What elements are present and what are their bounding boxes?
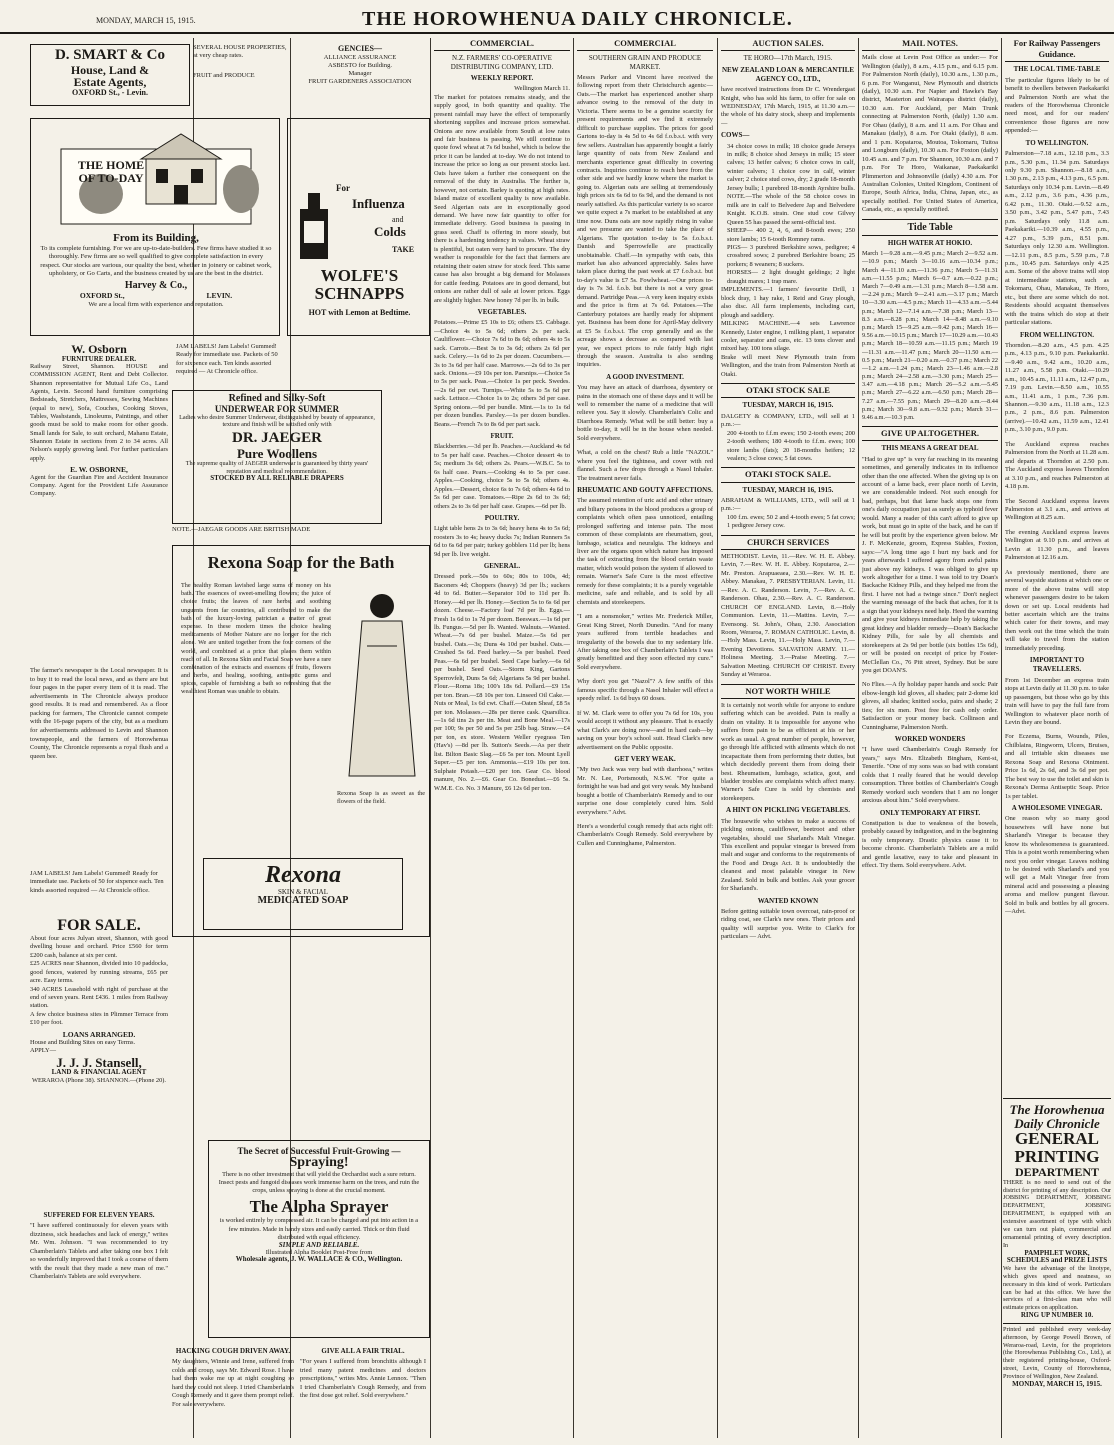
osborn-ad [30, 343, 168, 665]
rexona-medicated: MEDICATED SOAP [257, 895, 349, 907]
masthead [0, 0, 1114, 34]
wolfe-hot: HOT with Lemon at Bedtime. [308, 308, 411, 317]
smart-fruit: FRUIT and PRODUCE [193, 71, 255, 79]
smart-agencies-head: GENCIES— [337, 44, 382, 53]
auckland-express: The Auckland express reaches Palmerston from the North at 11.28 a.m. and departs at Thorndon at 2.50 p.m. The Auckland express leaves Thorndon at 3.10 p.m., and reaches Palmerston at 4.18 p.m. [1005, 440, 1109, 491]
worked-head: WORKED WONDERS [894, 735, 966, 744]
travellers-head: IMPORTANT TO TRAVELLERS. [1029, 656, 1085, 674]
labels-text: JAM LABELS! Jam Labels! Gummed! Ready for immediate use. Packets of 50 for sixpence each. Ten kinds assorted required — At Chronicle office. [176, 343, 278, 375]
sheep-list: SHEEP— 400 2, 4, 6, and 8-tooth ewes; 250 store lambs; 15 6-tooth Romney rams. [727, 227, 855, 243]
printing-intro: THERE is no need to send out of the district for printing of any description. Our JOBBING DEPARTMENT, JOBBING DEPARTMENT, JOBBING DEPARTMENT, is equipped with an extensive assortment of type with which we can turn out plain, commercial and ornamental printing of every description. In [1003, 1178, 1111, 1250]
cough-remedy-body: Here's a wonderful cough remedy that acts right off: Chamberlain's Cough Remedy. Sold everywhere by Cullen and Cunninghame, Palmerston. [577, 822, 713, 847]
mail-column [862, 38, 998, 1438]
alpha-sprayer-ad [208, 1140, 430, 1338]
rexona-caption: Rexona Soap is as sweet as the flowers of the field. [337, 790, 425, 806]
newspaper-text: The farmer's newspaper is the Local newspaper. It is to buy it to read the local news, and as there are but four pages in the paper every item of it is read. The advertisements in The Chronicle always produce good results. It is read and remembered. As a floor packing for farmers, The Chronicle cannot compete with the 16-page papers of the city, but as a medium for advertisements addressed to Levin and Shannon townspeople, and the farmers of Horowhenua County, The Chronicle represents a royal flush and a queen bee. [30, 667, 168, 760]
jaeger-body: The supreme quality of JAEGER underwear is guaranteed by thirty years' reputation and medical recommendation. [185, 460, 369, 475]
printing-ring: RING UP NUMBER 10. [1020, 1311, 1094, 1320]
weak-body: "My two Jack was very bad with diarrhoea," writes Mr. N. Lee, Portsmouth, N.S.W. "For quite a fortnight he was bad and got very weak. My husband bought a bottle of Chamberlain's Remedy and to our surprise one dose completely cured him. Sold everywhere." Advt. [577, 766, 713, 816]
tide-head: Tide Table [862, 219, 998, 236]
suffered-head: SUFFERED FOR ELEVEN YEARS. [43, 1211, 155, 1219]
church-head: CHURCH SERVICES [721, 535, 855, 550]
railway-intro: The particular figures likely to be of benefit to dwellers between Paekakariki and Palmerston North are what the readers of the Horowhenua Chronicle need most, and for our readers' convenience those figures are now appended:— [1005, 76, 1109, 135]
commercial2-sub: SOUTHERN GRAIN AND PRODUCE MARKET. [588, 54, 702, 71]
weekly-report-body: The market for potatoes remains steady, and the supply good, in both quantity and quality. The present rainfall may have the effect of temporarily shortening supplies and increase prices somewhat. Onions are now available from South at low rates and fair business is passing. We still continue to quote fowl wheat at 7s 6d bushel, which is below the price it can be landed at to-day. We do not intend to increase the price so long as our present stocks last. Oats have taken a further rise consequent on the removal of the duty in Australia. The further is, however, not certain. Barley is quoting at high rates. Island maize of excellent quality is now available. Seed Algerian oats are in exceptionally good demand. We have now fair quantity to offer for immediate delivery. Good business is passing in grass seed. Chaff is offering in more steady, but there is a hardening tendency in values. Wheat straw is plentiful, but oaten very hard to procure. The dry weather is responsible for the fact that farmers are retaining their oaten straw for stock feed. This same cause has also brought a big demand for Molasses for cattle feeding. Potatoes are in good demand, but onions are rather dull of sale at lower prices. Eggs are slightly higher. New honey 7d per lb. in bulk. [434, 93, 570, 304]
schnapps-bottle-icon [294, 191, 334, 261]
harvey-town: LEVIN. [206, 291, 233, 301]
give-up-head: GIVE UP ALTOGETHER. [862, 426, 998, 441]
wolfe-ad [287, 118, 430, 336]
printing-body2: We have the advantage of the linotype, which gives speed and neatness, so necessary in this kind of work. Particulars can be had at this office. We have the services of a first-class man who will estimate prices on application. [1003, 1264, 1111, 1312]
cough-ad [172, 1344, 294, 1436]
vinegar-body: One reason why so many good housewives will have none but Sharland's Vinegar is because they know its wholesomeness is guaranteed. This is a point worth remembering when next you order vinegar. Leaves nothing to be desired with Sharland's and you will get a Malt Vinegar free from mineral acid and possessing a pleasing aroma and mellow pungent flavour. Sold in bulk and bottles by all grocers.—Advt. [1005, 815, 1109, 916]
pigs-list: PIGS— 3 purebred Berkshire sows, pedigree; 4 crossbred sows; 2 purebred Berkshire boars; 25 porkers; 8 weaners; 8 suckers. [727, 244, 855, 268]
printing-ad [1003, 1098, 1111, 1441]
for-sale-phones: WERAROA (Phone 38). SHANNON.—(Phone 20). [31, 1076, 167, 1084]
for-sale-sites: House and Building Sites on easy Terms. [30, 1038, 136, 1046]
vinegar-head: A WHOLESOME VINEGAR. [1011, 804, 1103, 813]
wolfe-for: For [336, 183, 350, 193]
wolfe-influenza: Influenza [352, 196, 405, 211]
implements-text: IMPLEMENTS.—1 farmers' favourite Drill, 1 block dray, 1 hay rake, 1 Reid and Gray plough, also disc. All farm implements, including cart, plough and saddlery. [721, 286, 855, 319]
nonsmoker-body: "I am a nonsmoker," writes Mr. Frederick Miller, Great King Street, North Dunedin. "And for many years suffered from terrible headaches and irregularity of the bowels due to my sedentary life. After taking one box of Chamberlain's Tablets I was greatly benefitted and they soon effected my cure." Sold everywhere. [577, 613, 713, 671]
for-sale-loans: LOANS ARRANGED. [62, 1029, 136, 1039]
for-sale-apply: APPLY— [30, 1047, 56, 1055]
general-body: Dressed pork.—50s to 60s; 80s to 100s, 4d; Baconers 4d; Choppers (heavy) 3d per lb.; suckers 4d to 6d. Butter.—Separator 10d to 11d per lb. Honey.—4d per lb. Honey.—Section 5s to 6s 6d per dozen. Cheese.—Factory loaf 7d per lb. Eggs.—Fresh 1s 6d to 1s 7d per dozen. Beeswax.—1s 6d per lb. Fungus.—5d per lb. Wanted. Walnuts.—Wanted. Wheat.—7s 6d per bushel. Maize.—5s 6d per bushel. Oats.—3s; Duns 4s 10d per bushel. Oats.—Crushed 5s 6d. Feed barley.—5s per bushel. Feed Peas.—6s 6d per bushel. Seed Cape barley.—6s 6d per bushel. Seed Oats.—Storm King, Gartons Sperrovfelt, Duns 5s 6d; Algerians 5s 9d per bushel. Flour.—Roma 18s; 100's 18s 6d. Pollard.—£9 15s per ton. Bran.—£8 10s per ton. Linseed Oil Cake.—Nuts or Meal, 1s 6d cwt. Chaff.—Oaten Sheaf, £8 5s per ton. Molasses.—28s per tieree cask. Quarsilica.—1s 6d tins 2s per tin. Meat and Bone Meal.—17s per 100; 9s per 50 and 5s per 25lb bag. Straw.—£4 per ton, ex store. Western Weller ryegrass Ten (Hav's) —8d per lb. Sutton's Seeds.—As per their list. Bilton Basic Slag.—£6 5s per ton. Mount Lyell Super.—£5 per ton. Ammonia.—£19 10s per ton. Sulphate Potash.—£20 per ton. Gear Co. blood manure, No. 2.—£6. Gear Co. Bonedust.—£6 5s. W.M.E. Co. No. 3 Manure, £6 12s 6d per ton. [434, 573, 570, 792]
cough-head: HACKING COUGH DRIVEN AWAY. [175, 1347, 291, 1355]
give-up-body: "Had to give up" is very far reaching in its meaning sometimes, and generally indicates in its influence other than the one affected. When the giving up is on account of a lame back, ever place north of Levin, we are considerable indeed. Not such enough for bad, perhaps, but that lame back stops one from one's daily occupation just as surely as typhoid fever would. Many a reader of this can't afford to give up work, but must go in spite of the back, and he can if he will but profit by the experience given below. Mr J. F. McKenzie, groom, Express Stables, Foxton, says:—"A long time ago I hurt my back and for years afterwards I suffered agony from awful pains just above my kidneys. I was obliged to give up work altogether for a time. I was told to try Doan's Backache Kidney Pills, and they helped me from the first. I have not had a twinge since." Don't neglect the warning message of the back that aches, for it is a sign that your kidneys need help. Heed the warning and give your kidneys immediate help by taking the great kidney and bladder remedy—Doan's Backache Kidney Pills, for sale by all chemists and storekeepers at 2s 9d per bottle (six bottles 15s 6d), or will be posted on receipt of price by Foster-McClellan Co., 76 Pitt street, Sydney. But be sure you get DOAN'S. [862, 455, 998, 674]
rexona-ad [172, 545, 430, 937]
for-sale-agent-sub: LAND & FINANCIAL AGENT [51, 1068, 147, 1077]
tide-sub: HIGH WATER AT HOKIO. [887, 239, 973, 248]
poultry-head: POULTRY. [484, 514, 520, 522]
weekly-report-head: WEEKLY REPORT. [470, 74, 534, 82]
for-sale-title: FOR SALE. [57, 918, 141, 934]
poultry-body: Light table hens 2s to 3s 6d; heavy hens 4s to 5s 6d; roosters 3s to 4s; heavy ducks 7s; Indian Runners 5s 6d to 6s 6d per pair; turkey gobblers 11d per lb; hens 9d per lb. live weight. [434, 525, 570, 558]
bathing-woman-illustration [337, 586, 427, 786]
fair-body: "For years I suffered from bronchitis although I tried many patent medicines and doctors prescriptions," writes Mrs. Annie Lennox. "Then I tried Chamberlain's Cough Remedy, and from the first dose got relief. Sold everywhere." [300, 1358, 426, 1400]
for-sale-shops: A few choice business sites in Plimmer Terrace from £10 per foot. [30, 1010, 168, 1027]
column-rule [858, 38, 859, 1438]
for-sale-agent: J. J. J. Stansell, [56, 1054, 142, 1070]
smart-fruit-growers: FRUIT GARDENERS ASSOCIATION [308, 78, 412, 86]
railway-head: For Railway Passengers Guidance. [1005, 38, 1109, 62]
jaeger-product: Pure Woollens [236, 445, 318, 461]
auction-sub: TE HORO—17th March, 1915. [743, 54, 833, 63]
for-sale-body: About four acres Julyan street, Shannon, with good dwelling house and orchard. Price £560 for term £200 cash, balance at six per cent. [30, 934, 168, 959]
commercial-head: COMMERCIAL. [434, 38, 570, 51]
osborn-agent-name: E. W. OSBORNE, [70, 464, 128, 474]
commercial-sub: N.Z. FARMERS' CO-OPERATIVE DISTRIBUTING COMPANY, LTD. [450, 54, 554, 71]
vegetables-body: Potatoes.—Prime £5 10s to £6; others £5. Cabbage.—Choice 4s to 5s 6d; others 2s per sack. Cauliflower.—Choice 7s 6d to 8s 6d; others 4s to 5s sack. Carrots.—Best 3s to 3s 6d; others 2s 6d per sack. Celery.—1s 6d to 2s per dozen. Cucumbers.—3s to 3s 6d per half case. Marrows.—2s 6d to 3s per sack. Onions.—£9 10s per ton. Parsnips.—Choice 5s to 5s per sack. Peas.—Choice 1s per peck. Swedes.—2s 6d per cwt. Turnips.—White 5s to 5s 6d per sack. Lettuce.—Choice 1s to 2s; others 3d per case. Spring onions.—9d per bundle. Mint.—1s to 1s 6d per dozen bundles. Parsley.—1s per dozen bundles. Beans.—French 7s to 8s 6d per part sack. [434, 319, 570, 428]
harvey-street: OXFORD St., [79, 291, 125, 301]
temporary-body: Constipation is due to weakness of the bowels, probably caused by indigestion, and in the beginning is only temporary. Drastic physics cause it to become chronic. Chamberlain's Tablets are a mild and gentle laxative, easy to take and pleasant in effect. Try them. Sold everywhere. Advt. [862, 819, 998, 870]
printing-pamphlet: PAMPHLET WORK, SCHEDULES and PRIZE LISTS [1006, 1249, 1108, 1265]
mail-head: MAIL NOTES. [862, 38, 998, 51]
cough-body: My daughters, Winnie and Irene, suffered from colds and croup, says Mr. Edward Rose. I have had them wake me up at night coughing so hard they could not sleep. I tried Chamberlain's Cough Remedy and it gave them prompt relief. For sale everywhere. [172, 1358, 294, 1408]
nazol-text: What, a cold on the chest? Rub a little "NAZOL" where you feel the tightness, and cover with red flannel. Such a few drops through a Nasol Inhaler. The treatment never fails. [577, 449, 713, 482]
dalgety-stock: 200 4-tooth to f.f.m ewes; 150 2-tooth ewes; 200 2-tooth wethers; 180 4-tooth to f.f.m. ewes; 100 store lambs (fats); 20 18-months heifers; 12 vealers; 3 close cows; 5 fat cows. [727, 429, 855, 462]
alpha-body1: There is no other investment that will yield the Orchardist such a sure return. Insect pests and fungoid diseases work immense harm on the trees, and ruin the crops, unless spraying is done at the crucial moment. [218, 1171, 420, 1195]
commercial2-head: COMMERCIAL [577, 38, 713, 51]
printing-footer: Printed and published every week-day afternoon, by George Powell Brown, of Weraroa-road, Levin, for the proprietors (the Horowhenua Publishing Co., Ltd.), at their registered printing-house, Oxford-street, Levin, County of Horowhenua, Province of Wellington, New Zealand. [1003, 1323, 1111, 1382]
jaeger-headline: Refined and Silky-Soft [228, 393, 326, 404]
rexona-brand: Rexona [264, 862, 341, 888]
abraham-head: OTAKI STOCK SALE. [721, 467, 855, 482]
southern-market-column [577, 38, 713, 1438]
column-rule [573, 38, 574, 1438]
for-sale-farm2: 340 ACRES Leasehold with right of purchase at the end of seven years. Rent £436. 1 miles from Railway station. [30, 985, 168, 1010]
why-body: Why don't you get "Nazol"? A few sniffs of this famous specific through a Nasol Inhaler will effect a speedy relief. 1s 6d buys 60 doses. [577, 678, 713, 703]
commercial-column [434, 38, 570, 1438]
alpha-spraying: Spraying! [289, 1155, 349, 1171]
otaki-date: TUESDAY, MARCH 16, 1915. [742, 401, 834, 410]
pickling-body: The housewife who wishes to make a success of pickling onions, cauliflower, beetroot and other vegetables, should use Sharland's Malt Vinegar. This excellent and popular vinegar is brewed from malt and sugar and conforms to the requirements of the Food and Drugs Act. It is undoubtedly the cleanest and most palatable vinegar in New Zealand. Sold in bulk and bottles. Ask your grocer for Sharland's. [721, 817, 855, 893]
fair-ad [300, 1344, 426, 1436]
southern-market-body: Messrs Parker and Vincent have received the following report from their Christchurch agents:— Oats.—The market has experienced another sharp advance owing to the removal of the duty in Victoria. There seems to be a genuine scarcity for present requirements and we find it extremely difficult to purchase supplies. The prices for good Gartons to-day is 4s 5d to 4s 6d f.o.b.s.t. with very few sellers. Australian has apparently bought a fairly large quantity of oats from New Zealand and merchants experience great difficulty in covering contracts. Inquiries continue to reach here from the other side and we hardly know where the market is going to. Algerian oats are selling at tremendously high prices six 6s 6d to 6s 9d, and the demand is not nearly satisfied. As this particular variety is so scarce we quite expect a 7s market to be established at any time now. Duns oats are now rapidly rising in value and we presume are wanted to take the place of Algerians. The quotation to-day is 5s f.o.b.s.t. Danish and Sperrowfelle are practically unobtainable. Chaff.—In sympathy with oats, this market has also advanced appreciably. Sales have taken place during the past week at £7 f.o.b.s.t. but to-day's value is £7 5s. Fowlwheat.—Our prices to-day is 7s 3d. f.o.b. but there is not a very great demand. Partridge Peas.—A very keen inquiry exists and the price is firm at 7s 6d. Potatoes.—The Canterbury potatoes are hardly ready for shipment yet. Business has been done for April-May delivery at £5 5s f.o.b.s.t. The crop generally and as the acreage shows a decrease as compared with last year, we expect prices to rule fairly high right through the season. Australia is also sending inquiries. [577, 74, 713, 369]
alpha-body2: is worked entirely by compressed air. It can be charged and put into action in a few minutes. Made in handy sizes and easily carried. Thick or thin fluid distributed with equal efficiency. [219, 1217, 419, 1241]
smart-ad [30, 44, 430, 106]
printing-printing: PRINTING [1014, 1147, 1100, 1167]
wanted-head: WANTED KNOWN [757, 896, 819, 905]
harvey-body: To its complete furnishing. For we are up-to-date-builders. Few firms have studied it so thoroughly. Few firms are so well qualified to give complete satisfaction in every respect. Our stocks are various, our quality the best, whether in joinery or cabinet work, upholstery, or Go Carts, and the business created by us are the best in the district. [40, 244, 272, 278]
cows-list: 34 choice cows in milk; 18 choice grade Jerseys in milk; 8 choice shod Jerseys in milk; 15 steer calves; 13 heifer calves; 6 choice cows in calf, winter calvers; 1 choice cow in calf, winter calver; 2 choice stud cows, dry; 2 grade 18-month Jersey bulls; 1 purebred 18-month Ayrshire bulls. NOTE.—The whole of the 58 choice cows in milk are in calf to Belvedere Jap and Belvedere Knight. K.O.B. strain. One stud cow Gilvey Queen 55 has passed the semi-official test. [727, 142, 855, 226]
issue-date: MONDAY, MARCH 15, 1915. [96, 16, 196, 25]
alpha-simple: SIMPLE AND RELIABLE. [278, 1241, 360, 1249]
newspaper-ad [30, 667, 168, 867]
second-express: The Second Auckland express leaves Palmerston at 3.1 a.m., and arrives at Wellington at 8.25 a.m. [1005, 497, 1109, 522]
investment-head: A GOOD INVESTMENT. [606, 372, 684, 381]
alpha-wholesale: Wholesale agents, J. W. WALLACE & CO., Wellington. [235, 1255, 403, 1264]
smart-properties: SEVERAL HOUSE PROPERTIES, at very cheap rates. [193, 44, 287, 59]
fair-head: GIVE ALL A FAIR TRIAL. [321, 1347, 405, 1355]
give-up-sub: THIS MEANS A GREAT DEAL [881, 444, 979, 453]
suffered-ad [30, 1208, 168, 1433]
wanted-body: Before getting suitable town overcoat, rain-proof or riding coat, see Clark's new ones. Their prices and quality will surprise you. Write to Clark's for particulars — Advt. [721, 907, 855, 941]
jaeger-intro: Ladies who desire Summer Underwear, distinguished by beauty of appearance, texture and finish will be satisfied only with [179, 413, 375, 429]
abraham-text: ABRAHAM & WILLIAMS, LTD., will sell at 1 p.m.:— [721, 496, 855, 513]
weak-head: GET VERY WEAK. [614, 755, 676, 763]
wayside-note: As previously mentioned, there are several wayside stations at which one or more of the above trains will stop whenever passengers desire to be taken down or set up. Local residents had better ascertain which are the trains which cater for their towns, and may then work out the time which the train will take to travel from the station immediately preceding. [1005, 568, 1109, 652]
from-wellington-head: FROM WELLINGTON. [1019, 330, 1095, 339]
milking-text: MILKING MACHINE.—4 sets Lawrence Kennedy, Lister engine, 1 milking plant, 1 separator cooler, separator and cans, etc. 13 tons clover and mixed hay. 100 tons silage. [721, 320, 855, 353]
smart-line1: House, Land & [70, 62, 150, 77]
labels-text-2: JAM LABELS! Jam Labels! Gummed! Ready for immediate use. Packets of 50 for sixpence each. Ten kinds assorted required — At Chronicle office. [30, 870, 164, 894]
clark-body: If W. M. Clark were to offer you 7s 6d for 10s, you would accept it without any pleasure. That is exactly what Clark's are doing now—and in hard cash—by saving on your boy's school suit. Head Clark's new advertisement on the Public opposite. [577, 709, 713, 751]
railway-sub: THE LOCAL TIME-TABLE [1013, 65, 1101, 74]
dalgety-text: DALGETY & COMPANY, LTD., will sell at 1 p.m.:— [721, 412, 855, 429]
rexona-body: The healthy Roman lavished large sums of money on his bath. The essences of sweet-smelling flowers; the juice of choice fruits; the leaves of rare herbs; and soothing unguents from far countries, all contributed to make the bath of the luxury-loving patrician a matter of great expense. In these modern times the choice healing medicaments of Mother Nature are no longer for the rich alone. We are united together from the four corners of the world, and combined at a price that places them within reach of all. In Rexona Skin and Facial Soap we have a rare combination of the extracts and essences of fruits, flowers and herbs, and healing, soothing, antiseptic gums and spices, capable of furnishing a bath so refreshing that the wealthiest Roman was unable to obtain. [181, 582, 331, 696]
auction-column [721, 38, 855, 1438]
not-worth-head: NOT WORTH WHILE [721, 684, 855, 699]
not-worth-body: It is certainly not worth while for anyone to endure suffering which can be avoided. Pain is really a drain on vitality. It is impossible for anyone who suffers from pain to be as efficient at his or her work as usual. A great number of people, however, go through life afflicted with ailments which do not incapacitate them from performing their duties, but which decidedly prevent them from doing their best. Rheumatism, lumbago, sciatica, gout, and bladder troubles are complaints which affect many. Warner's Safe Cure is sold by chemists and storekeepers. [721, 701, 855, 802]
harvey-firm: Harvey & Co., [124, 279, 188, 291]
alpha-booklet: Illustrated Alpha Booklet Post-Free from [265, 1249, 373, 1257]
jaeger-stocked: STOCKED BY ALL RELIABLE DRAPERS [210, 474, 344, 483]
jaeger-note: NOTE.—JAEGAR GOODS ARE BRITISH MADE [172, 526, 311, 533]
smart-name: D. SMART & Co [54, 47, 166, 63]
horses-list: HORSES— 2 light draught geldings; 2 light draught mares; 1 trap mare. [727, 269, 855, 285]
alpha-brand: The Alpha Sprayer [249, 1196, 389, 1216]
house-illustration [31, 119, 280, 231]
nz-loan-body: have received instructions from Dr C. Wrendergast Knight, who has sold his farm, to offer for sale on WEDNESDAY, 17th March, 1915, at 11.30 a.m.—the whole of his dairy stock, sheep and implements— [721, 86, 855, 127]
pickling-head: A HINT ON PICKLING VEGETABLES. [726, 806, 850, 815]
gout-head: RHEUMATIC AND GOUTY AFFECTIONS. [577, 486, 713, 495]
osborn-trade: FURNITURE DEALER. [61, 354, 137, 363]
wolfe-and: and [392, 215, 404, 224]
from-wellington-body: Thorndon.—8.20 a.m., 4.5 p.m. 4.25 p.m., 4.13 p.m., 9.10 p.m. Paekakariki.—9.40 a.m., 9.42 a.m., 10.20 a.m., 11.27 a.m., 5.58 p.m. Otaki.—10.29 a.m., 10.45 a.m., 11.11 a.m., 12.47 p.m., 7.19 p.m. Levin.—8.50 a.m., 10.55 a.m., 11.41 a.m., 1 p.m., 7.36 p.m. Shannon.—9.30 a.m., 11.18 a.m., 12.3 p.m., 2 p.m., 8.6 p.m. Palmerston (arrive).—10.42 a.m., 11.59 a.m., 12.41 p.m., 3.10 p.m., 9.0 p.m. [1005, 341, 1109, 434]
weekly-dateline: Wellington March 11. [514, 85, 570, 93]
home-title: THE HOME OF TO-DAY [77, 158, 145, 185]
smart-address: OXFORD St., - Levin. [72, 87, 148, 97]
printing-date: MONDAY, MARCH 15, 1915. [1012, 1380, 1102, 1389]
fruit-body: Blackberries.—3d per lb. Peaches.—Auckland 4s 6d to 5s per half case. Peaches.—Choice dessert 4s to 5s; medium 3s 6d; others 2s. Pears.—W.B.C. 5s to 6s half case. Pears.—Cooking 4s to 5s per case. Apples.—Cooking, choice 5s to 5s 6d; others 4s. Apples.—Dessert, choice 6s to 7s 6d; others 4s 6d to 5s 6d per case. Tomatoes.—Ripe 2s 6d to 3s 6d; others 2s to 3s 6d per half case. Grapes.—6d per lb. [434, 443, 570, 510]
general-head: GENERAL. [483, 562, 521, 571]
abraham-stock: 100 f.m. ewes; 50 2 and 4-tooth ewes; 5 fat cows; 1 pedigree Jersey cow. [727, 513, 855, 530]
column-rule [1001, 38, 1002, 1438]
investment-body: You may have an attack of diarrhoea, dysentery or pains in the stomach one of these days and it will be well to remember the name of a medicine that will relieve you. Say it slowly. Chamberlain's Colic and Diarrhoea Remedy. What will be still better: buy a bottle to-day, it will be in the house when needed. Sold everywhere. [577, 384, 713, 442]
mail-body: Mails close at Levin Post Office as under:— For Wellington (daily), 8 a.m., 4.15 p.m., and 6.15 p.m. For Palmerston North (daily), 10.30 a.m., 1.30 p.m., 6 p.m. For Wanganui, New Plymouth and districts (daily), 10.30 a.m. For Napier and Hawke's Bay district, Masterton and Wairarapa district (daily), 10.30 a.m. For Auckland, per Main Trunk connecting at Palmerston North, (daily) 1.30 a.m. For Ohau (daily), 8 a.m. and 11 a.m. For Ohau and Manakau (daily), 8 a.m. For Otaki (daily), 8 a.m. and 1 p.m. Kopataroa, Moutoa, Tokomaru, Tuitoa and Longburn (daily), 10.30 a.m. For Foxton (daily) 10.45 a.m. and 7 p.m. For Shannon, 10.30 a.m. and 7 p.m. For Te Horo, Waikanae, Paekakariki Plimmerton and Johnsonville (daily) 4.30 a.m. For Australian Colonies, United Kingdom, Continent of Europe, South Africa, India, China, Japan, etc., as specially notified. For United States of America, Canada, etc., as specially notified. [862, 54, 998, 214]
labels-ad-2 [30, 870, 168, 910]
fruit-head: FRUIT. [490, 432, 514, 441]
temporary-head: ONLY TEMPORARY AT FIRST. [879, 808, 981, 817]
gout-body: The assumed retention of uric acid and other urinary and biliary poisons in the blood produces a group of complaints which often pass unnoticed, entailing prolonged suffering and intense pain. The most common of these complaints are rheumatism, gout, lumbago, sciatica and neuralgia. The kidneys and liver are the organs upon which nature has imposed the task of extracting from the blood certain waste matter, which would poison the system if allowed to remain. Warner's Safe Cure is the most effective remedy for these complaints; it is a purely vegetable medicine, safe and reliable, and is sold by all chemists and storekeepers. [577, 497, 713, 606]
church-body: METHODIST. Levin, 11.—Rev. W. H. E. Abbey. Levin, 7.—Rev. W. H. E. Abbey. Koputaroa, 2.—Mr. Preston. Arapuaeaea, 2.30.—Rev. W. H. E. Abbey. Manakau, 7. PRESBYTERIAN. Levin, 11.—Rev. A. C. Randerson. Levin, 7.—Rev. A. C. Randerson. Ohau, 2.30.—Rev. A. C. Randerson. CHURCH OF ENGLAND. Levin, 8.—Holy Communion. Levin, 11.—Mattins. Levin, 7.—Evensong. St. John's, Ohau, 2.30. Association Room, Weraroa, 7. ROMAN CATHOLIC. Levin, 8.—Holy Mass. Levin, 11.—Holy Mass. Levin, 7.—Evening Devotions. SALVATION ARMY. 11.—Holiness Meeting. 3.—Praise Meeting. 7.—Salvation Meeting. CHURCH OF CHRIST. Every Sunday at Weraroa. [721, 552, 855, 679]
harvey-footer: We are a local firm with experience and reputation. [88, 301, 224, 309]
rexona-title: Rexona Soap for the Bath [207, 553, 395, 572]
nz-loan-head: NEW ZEALAND LOAN & MERCANTILE AGENCY CO., LTD., [721, 65, 855, 83]
jaeger-brand: DR. JAEGER [231, 429, 322, 446]
smart-line2: Estate Agents, [73, 75, 147, 90]
jaeger-sub: UNDERWEAR FOR SUMMER [214, 403, 340, 414]
jaeger-ad [172, 390, 382, 524]
column-rule [430, 38, 431, 1438]
wolfe-brand: WOLFE'S SCHNAPPS [314, 266, 405, 303]
flea-body: No Flies.—A fly holiday paper hands and sock: Pair elbow-length kid gloves, all shades; pair 2-dome kid gloves, all shades; knitted socks, pairs and shade; 2 ties; for six men. Post free for cash only order. Satisfaction or your money back. Collinson and Cunninghame, Palmerston North. [862, 681, 998, 731]
alpha-head: The Secret of Successful Fruit-Growing — [237, 1146, 401, 1156]
smart-manager: Manager [348, 70, 372, 78]
to-wellington-head: TO WELLINGTON. [1025, 138, 1089, 147]
printing-general: GENERAL [1014, 1129, 1100, 1149]
worked-body: "I have used Chamberlain's Cough Remedy for years," says Mrs. Elizabeth Bingham, Kent-st, Tenerife. "One of my sons was so bad with constant colds that I really feared that he would develop consumption. Three bottles of Chamberlain's Cough Remedy worked such wonders that I am no longer anxious about him." Sold everywhere. [862, 746, 998, 805]
for-sale-ad [30, 918, 168, 1198]
abraham-date: TUESDAY, MARCH 16, 1915. [742, 485, 834, 494]
osborn-agent-text: Agent for the Guardian Fire and Accident Insurance Company. Agent for the Provident Life Assurance Company. [30, 473, 168, 498]
harvey-headline: From its Building, [113, 232, 199, 244]
suffered-body: "I have suffered continuously for eleven years with dizziness, sick headaches and lack of energy," writes Mr. Wm. Johnson. "I was recommended to try Chamberlain's Tablets and after taking one box I felt so wonderfully improved that I took a course of them with the result that they made a new man of me." Chamberlain's Tablets are sold everywhere. [30, 1222, 168, 1280]
harvey-ad [30, 118, 280, 336]
osborn-body: Railway Street, Shannon. HOUSE and COMMISSION AGENT, Rent and Debt Collector. Shannon representative for Mutual Life Co., Land Agents, Levin. Second hand furniture comprising Bedsteads, Stretchers, Mattresses, Sewing Machines (equal to new), Sofa, Couches, Cooking Stoves, Tables, Washstands, Linoleums, Paintings, and other goods must be sold to make room for other goods. Small lands for Sale, to suit orchard, Mahanu Estate, Shannon Estate in sections from 2 to 34 acres. All Nelson's supply growing land. For further particulars apply. [30, 362, 168, 462]
travellers-body: From 1st December an express train stops at Levin daily at 11.30 p.m. to take up passengers, but those who go by this train will have to pay the full fare from Wellington to whatever place north of Levin they are bound. [1005, 676, 1109, 726]
vegetables-head: VEGETABLES. [477, 308, 527, 317]
printing-department: DEPARTMENT [1014, 1164, 1100, 1179]
wolfe-take: TAKE [392, 245, 415, 254]
rexona-remedy-body: For Eczema, Burns, Wounds, Piles, Chilblains, Ringworm, Ulcers, Bruises, and all irritable skin diseases use Rexona Soap and Rexona Ointment. Price 1s 6d, 2s 6d, and 3s 6d per pot. The best way to use the toilet and skin is Rexona's Derma Antiseptic Soap. Price 1s per tablet. [1005, 733, 1109, 800]
labels-ad [176, 343, 286, 388]
to-wellington-body: Palmerston—7.18 a.m., 12.18 p.m., 3.3 p.m., 5.30 p.m., 11.34 p.m. Saturdays only 9.30 p.m. Shannon.—8.18 a.m., 1.30 p.m., 2.13 p.m., 4.13 p.m., 6.5 p.m. Saturdays only 10.34 p.m. Levin.—8.49 a.m., 2.12 p.m., 3.6 p.m., 4.36 p.m., 6.42 p.m., 11.30. Otaki.—9.52 a.m., 3.50 p.m., 3.42 p.m., 5.47 p.m., 7.43 p.m. Saturdays only 11.8 a.m. Paekakariki.—10.39 a.m., 4.55 p.m., 4.27 p.m., 5.39 p.m., 8.51 p.m. Saturdays only 12.30 a.m. Wellington.—12.11 p.m., 8.5 p.m., 5.59 p.m., 7.8 p.m., 10.45 p.m. Saturdays only 4.25 a.m. Some of the above trains will stop at intermediate stations, such as Tokomaru, Ohau, Manakau, Te Horo, etc., but there are some which do not. Residents should acquaint themselves with the trains which do stop at their particular stations. [1005, 150, 1109, 327]
auction-head: AUCTION SALES. [721, 38, 855, 51]
column-rule [717, 38, 718, 1438]
tide-table: March 1—9.28 a.m.—9.45 p.m.; March 2—9.52 a.m.—10.9 p.m.; March 3—10.16 a.m.—10.34 p.m.; March 4—11.10 a.m.—11.36 p.m.; March 5—11.31 a.m.—11.55 p.m.; March 6—0.7 a.m.—0.22 p.m.; March 7—0.49 a.m.—1.31 p.m.; March 8—1.58 a.m.—2.24 p.m.; March 9—2.41 a.m.—3.17 p.m.; March 10—3.30 a.m.—4.5 p.m.; March 11—4.33 a.m.—5.44 p.m.; March 12—7.14 a.m.—7.38 p.m.; March 13—8.3 a.m.—8.28 p.m.; March 14—8.48 a.m.—9.10 p.m.; March 15—9.25 a.m.—9.42 p.m.; March 16—9.56 a.m.—10.15 p.m.; March 17—10.29 a.m.—10.43 p.m.; March 18—10.59 a.m.—11.15 p.m.; March 19—11.31 a.m.—11.47 p.m.; March 20—11.50 a.m.—0.5 p.m.; March 21—0.20 a.m.—0.37 p.m.; March 22—1.2 a.m.—1.24 p.m.; March 23—1.46 a.m.—2.8 p.m.; March 24—2.58 a.m.—3.30 p.m.; March 25—3.47 a.m.—4.18 p.m.; March 26—5.2 a.m.—5.45 p.m.; March 27—6.22 a.m.—6.50 p.m.; March 28—7.27 a.m.—7.55 p.m.; March 29—8.20 a.m.—8.44 p.m.; March 30—9.8 a.m.—9.32 p.m.; March 31—9.46 a.m.—10.3 p.m. [862, 250, 998, 421]
for-sale-farm1: £25 ACRES near Shannon, divided into 10 paddocks, good fences, watered by running streams, £65 per acre. Easy terms. [30, 960, 168, 985]
cows-head: COWS— [721, 131, 750, 140]
brake-text: Brake will meet New Plymouth train from Wellington, and the train from Palmerston North at Otaki. [721, 353, 855, 378]
rexona-brand-sub: SKIN & FACIAL [277, 888, 329, 897]
otaki-head: OTAKI STOCK SALE [721, 383, 855, 398]
smart-alliance: ALLIANCE ASSURANCE [323, 54, 397, 61]
wolfe-colds: Colds [374, 224, 406, 239]
newspaper-title: THE HOROWHENUA DAILY CHRONICLE. [362, 8, 793, 30]
osborn-name: W. Osborn [71, 343, 127, 356]
smart-asbesto: ASBESTO for Building. [328, 62, 392, 70]
evening-express: The evening Auckland express leaves Wellington at 9.10 p.m. and arrives at Levin at 11.30 p.m., and leaves Palmerston at 12.16 a.m. [1005, 528, 1109, 562]
printing-paper: The Horowhenua Daily Chronicle [1009, 1102, 1105, 1131]
